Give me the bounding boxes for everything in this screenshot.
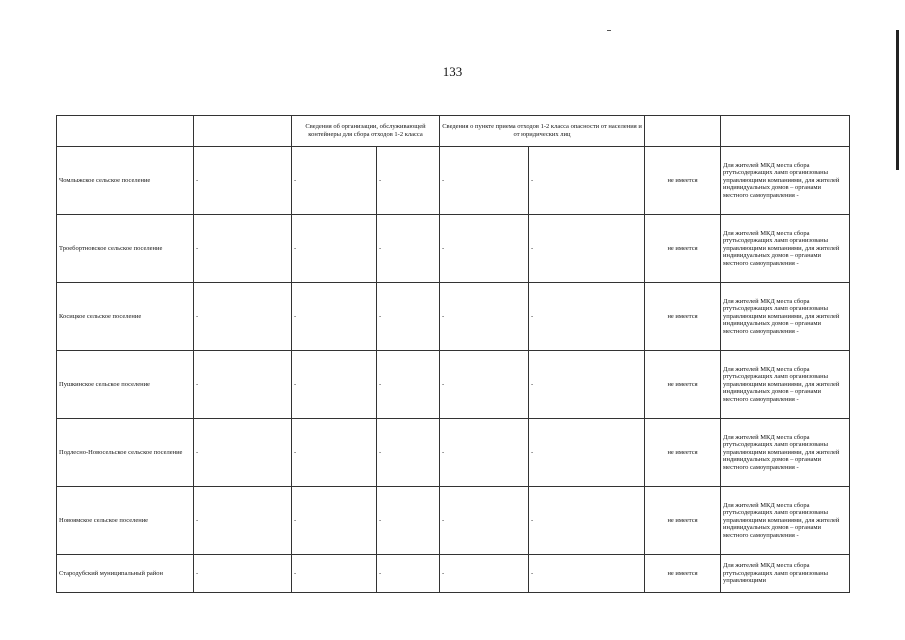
empty-value-cell: - xyxy=(440,555,529,593)
empty-value-cell: - xyxy=(529,555,645,593)
empty-value-cell: - xyxy=(292,419,377,487)
empty-value-cell: - xyxy=(377,283,440,351)
settlement-name: Подлесно-Новосельское сельское поселение xyxy=(57,419,194,487)
collection-note: Для жителей МКД места сбора ртутьсодержащих ламп организованы управляющими компаниями, для жителей индивидуальных домов – органами местного самоуправления - xyxy=(721,487,850,555)
waste-collection-table xyxy=(56,115,850,593)
settlement-name: Чомлыжское сельское поселение xyxy=(57,147,194,215)
availability-status: не имеется xyxy=(645,419,721,487)
table-header-row xyxy=(57,116,850,147)
collection-note: Для жителей МКД места сбора ртутьсодержащих ламп организованы управляющими компаниями, для жителей индивидуальных домов – органами местного самоуправления - xyxy=(721,351,850,419)
header-cell-empty-3 xyxy=(645,116,721,147)
empty-value-cell: - xyxy=(194,283,292,351)
empty-value-cell: - xyxy=(377,487,440,555)
collection-note: Для жителей МКД места сбора ртутьсодержащих ламп организованы управляющими компаниями, для жителей индивидуальных домов – органами местного самоуправления - xyxy=(721,215,850,283)
availability-status: не имеется xyxy=(645,351,721,419)
table-row xyxy=(57,419,850,487)
empty-value-cell: - xyxy=(529,351,645,419)
collection-note: Для жителей МКД места сбора ртутьсодержащих ламп организованы управляющими xyxy=(721,555,850,593)
collection-note: Для жителей МКД места сбора ртутьсодержащих ламп организованы управляющими компаниями, для жителей индивидуальных домов – органами местного самоуправления - xyxy=(721,283,850,351)
empty-value-cell: - xyxy=(440,283,529,351)
table-row xyxy=(57,283,850,351)
empty-value-cell: - xyxy=(377,147,440,215)
empty-value-cell: - xyxy=(292,215,377,283)
settlement-name: Стародубский муниципальный район xyxy=(57,555,194,593)
empty-value-cell: - xyxy=(292,555,377,593)
empty-value-cell: - xyxy=(194,555,292,593)
empty-value-cell: - xyxy=(377,351,440,419)
empty-value-cell: - xyxy=(440,147,529,215)
empty-value-cell: - xyxy=(529,419,645,487)
empty-value-cell: - xyxy=(529,147,645,215)
header-org-group: Сведения об организации, обслуживающей контейнеры для сбора отходов 1-2 класса xyxy=(292,116,440,147)
empty-value-cell: - xyxy=(194,351,292,419)
empty-value-cell: - xyxy=(440,351,529,419)
empty-value-cell: - xyxy=(377,555,440,593)
header-point-group: Сведения о пункте приема отходов 1-2 класса опасности от населения и от юридических лиц xyxy=(440,116,645,147)
empty-value-cell: - xyxy=(440,419,529,487)
availability-status: не имеется xyxy=(645,487,721,555)
settlement-name: Косицкое сельское поселение xyxy=(57,283,194,351)
empty-value-cell: - xyxy=(529,487,645,555)
table-row xyxy=(57,555,850,593)
empty-value-cell: - xyxy=(292,351,377,419)
header-cell-empty-2 xyxy=(194,116,292,147)
empty-value-cell: - xyxy=(377,215,440,283)
collection-note: Для жителей МКД места сбора ртутьсодержащих ламп организованы управляющими компаниями, для жителей индивидуальных домов – органами местного самоуправления - xyxy=(721,147,850,215)
table-row xyxy=(57,215,850,283)
availability-status: не имеется xyxy=(645,147,721,215)
empty-value-cell: - xyxy=(440,215,529,283)
table-row xyxy=(57,487,850,555)
settlement-name: Новоямское сельское поселение xyxy=(57,487,194,555)
empty-value-cell: - xyxy=(194,419,292,487)
empty-value-cell: - xyxy=(292,147,377,215)
page-number: 133 xyxy=(442,64,463,79)
empty-value-cell: - xyxy=(194,147,292,215)
settlement-name: Пушкинское сельское поселение xyxy=(57,351,194,419)
scan-speck xyxy=(607,30,611,31)
empty-value-cell: - xyxy=(440,487,529,555)
header-cell-empty-4 xyxy=(721,116,850,147)
empty-value-cell: - xyxy=(194,215,292,283)
empty-value-cell: - xyxy=(529,215,645,283)
empty-value-cell: - xyxy=(292,487,377,555)
table-row xyxy=(57,147,850,215)
settlement-name: Троебортновское сельское поселение xyxy=(57,215,194,283)
availability-status: не имеется xyxy=(645,283,721,351)
empty-value-cell: - xyxy=(292,283,377,351)
availability-status: не имеется xyxy=(645,555,721,593)
availability-status: не имеется xyxy=(645,215,721,283)
empty-value-cell: - xyxy=(529,283,645,351)
table-row xyxy=(57,351,850,419)
empty-value-cell: - xyxy=(377,419,440,487)
scan-edge-mark xyxy=(896,30,899,170)
collection-note: Для жителей МКД места сбора ртутьсодержащих ламп организованы управляющими компаниями, для жителей индивидуальных домов – органами местного самоуправления - xyxy=(721,419,850,487)
header-cell-empty-1 xyxy=(57,116,194,147)
empty-value-cell: - xyxy=(194,487,292,555)
